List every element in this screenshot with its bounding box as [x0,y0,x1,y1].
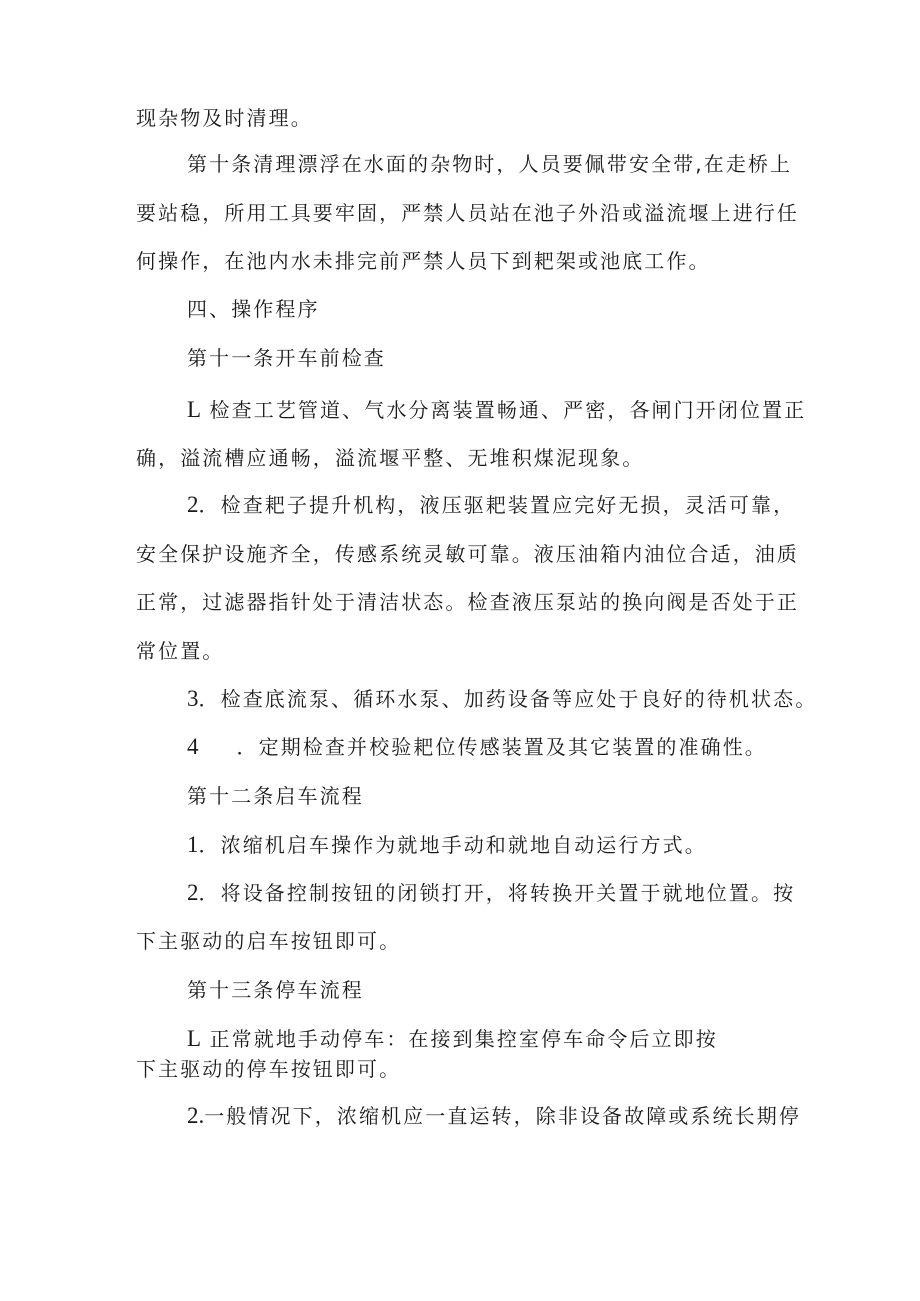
line-text: 正常就地手动停车：在接到集控室停车命令后立即按 [209,1027,718,1051]
text-line-7 [187,396,806,424]
line-text: ．检查耙子提升机构，液压驱耙装置应完好无损，灵活可靠， [198,493,796,517]
line-text: 下主驱动的停车按钮即可。 [136,1057,402,1081]
text-line-16 [187,831,707,859]
item-marker: 2 [187,492,199,517]
line-text: 正常，过滤器指针处于清洁状态。检查液压泵站的换向阀是否处于正 [136,590,799,614]
line-text: 第十三条停车流程 [187,978,364,1002]
text-line-8 [136,444,644,472]
text-line-21 [136,1055,401,1083]
line-text: 确，溢流槽应通畅，溢流堰平整、无堆积煤泥现象。 [136,446,645,470]
line-text: 第十二条启车流程 [187,784,364,808]
line-text: ．浓缩机启车操作为就地手动和就地自动运行方式。 [198,833,707,857]
text-line-9 [187,491,795,519]
item-marker: 2 [187,880,199,905]
line-text: ．定期检查并校验耙位传感装置及其它装置的准确性。 [236,735,767,759]
item-marker: 4 [187,734,199,759]
text-line-10 [136,540,799,568]
line-text: 第十条清理漂浮在水面的杂物时，人员要佩带安全带,在走桥上 [187,152,793,176]
line-text: ．检查底流泵、循环水泵、加药设备等应处于良好的待机状态。 [198,687,818,711]
article-heading-12 [187,782,364,810]
line-text: 第十一条开车前检查 [187,346,386,370]
line-text: 一般情况下，浓缩机应一直运转，除非设备故障或系统长期停 [204,1104,801,1128]
text-line-18 [136,927,401,955]
text-line-1 [136,104,313,132]
item-marker: 3 [187,686,199,711]
line-text: 要站稳，所用工具要牢固，严禁人员站在池子外沿或溢流堰上进行任 [136,201,799,225]
text-line-12 [136,637,224,665]
article-heading-13 [187,976,364,1004]
article-heading-11 [187,344,386,372]
text-line-2 [187,150,792,178]
text-line-11 [136,588,799,616]
line-text: 检查工艺管道、气水分离装置畅通、严密，各闸门开闭位置正 [209,398,807,422]
line-text: 下主驱动的启车按钮即可。 [136,929,402,953]
text-line-4 [136,247,711,275]
text-line-13 [187,685,817,713]
item-marker: L [187,1026,202,1051]
text-line-14 [187,733,767,761]
text-line-20 [187,1025,718,1053]
section-heading-4 [187,295,320,323]
line-text: ．将设备控制按钮的闭锁打开，将转换开关置于就地位置。按 [198,881,796,905]
item-marker: 2. [187,1103,205,1128]
text-line-3 [136,199,799,227]
text-line-22 [187,1102,801,1130]
line-text: 现杂物及时清理。 [136,106,313,130]
text-line-17 [187,879,795,907]
line-text: 何操作，在池内水未排完前严禁人员下到耙架或池底工作。 [136,249,711,273]
line-text: 四、操作程序 [187,297,320,321]
item-marker: L [187,397,202,422]
line-text: 常位置。 [136,639,225,663]
line-text: 安全保护设施齐全，传感系统灵敏可靠。液压油箱内油位合适，油质 [136,542,799,566]
item-marker: 1 [187,832,199,857]
